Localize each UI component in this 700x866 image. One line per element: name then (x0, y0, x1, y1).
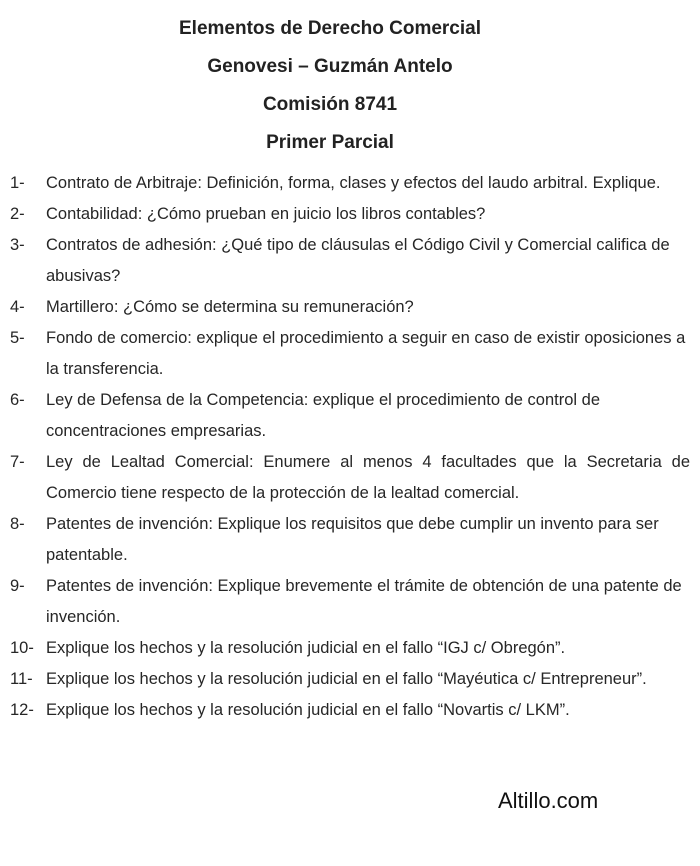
question-text: Explique los hechos y la resolución judicial en el fallo “Novartis c/ LKM”. (46, 701, 570, 719)
question-number: 5- (10, 329, 25, 347)
question-item (10, 633, 690, 664)
question-item (10, 571, 690, 633)
question-item (10, 323, 690, 385)
question-number: 10- (10, 639, 34, 657)
exam-title: Primer Parcial (266, 132, 394, 153)
question-item (10, 199, 690, 230)
question-item (10, 447, 690, 509)
question-list (10, 168, 690, 726)
question-text: Explique los hechos y la resolución judicial en el fallo “Mayéutica c/ Entrepreneur”. (46, 670, 647, 688)
question-number: 1- (10, 174, 25, 192)
question-number: 12- (10, 701, 34, 719)
question-number: 9- (10, 577, 25, 595)
question-number: 7- (10, 453, 25, 471)
question-text: Contratos de adhesión: ¿Qué tipo de cláusulas el Código Civil y Comercial califica de abusivas? (46, 236, 670, 285)
commission-line: Comisión 8741 (262, 94, 398, 115)
question-item (10, 695, 690, 726)
question-text: Fondo de comercio: explique el procedimiento a seguir en caso de existir oposiciones a la transferencia. (46, 329, 686, 378)
question-item (10, 230, 690, 292)
question-item (10, 509, 690, 571)
question-text: Patentes de invención: Explique brevemente el trámite de obtención de una patente de invención. (46, 577, 682, 626)
question-number: 2- (10, 205, 25, 223)
question-number: 3- (10, 236, 25, 254)
question-item (10, 168, 690, 199)
question-item (10, 664, 690, 695)
question-text: Martillero: ¿Cómo se determina su remuneración? (46, 298, 414, 316)
question-item (10, 385, 690, 447)
question-number: 6- (10, 391, 25, 409)
exam-header (0, 10, 660, 162)
course-title: Elementos de Derecho Comercial (179, 18, 481, 39)
question-text: Ley de Lealtad Comercial: Enumere al menos 4 facultades que la Secretaria de Comercio tiene respecto de la protección de la lealtad comercial. (46, 453, 690, 502)
site-watermark: Altillo.com (494, 788, 602, 814)
question-item (10, 292, 690, 323)
professors-line: Genovesi – Guzmán Antelo (207, 56, 453, 77)
question-number: 11- (10, 670, 33, 688)
question-number: 4- (10, 298, 25, 316)
question-text: Patentes de invención: Explique los requisitos que debe cumplir un invento para ser patentable. (46, 515, 659, 564)
question-text: Contrato de Arbitraje: Definición, forma, clases y efectos del laudo arbitral. Explique. (46, 174, 661, 192)
question-text: Contabilidad: ¿Cómo prueban en juicio los libros contables? (46, 205, 486, 223)
question-number: 8- (10, 515, 25, 533)
question-text: Ley de Defensa de la Competencia: explique el procedimiento de control de concentraciones empresarias. (46, 391, 601, 440)
question-text: Explique los hechos y la resolución judicial en el fallo “IGJ c/ Obregón”. (46, 639, 566, 657)
